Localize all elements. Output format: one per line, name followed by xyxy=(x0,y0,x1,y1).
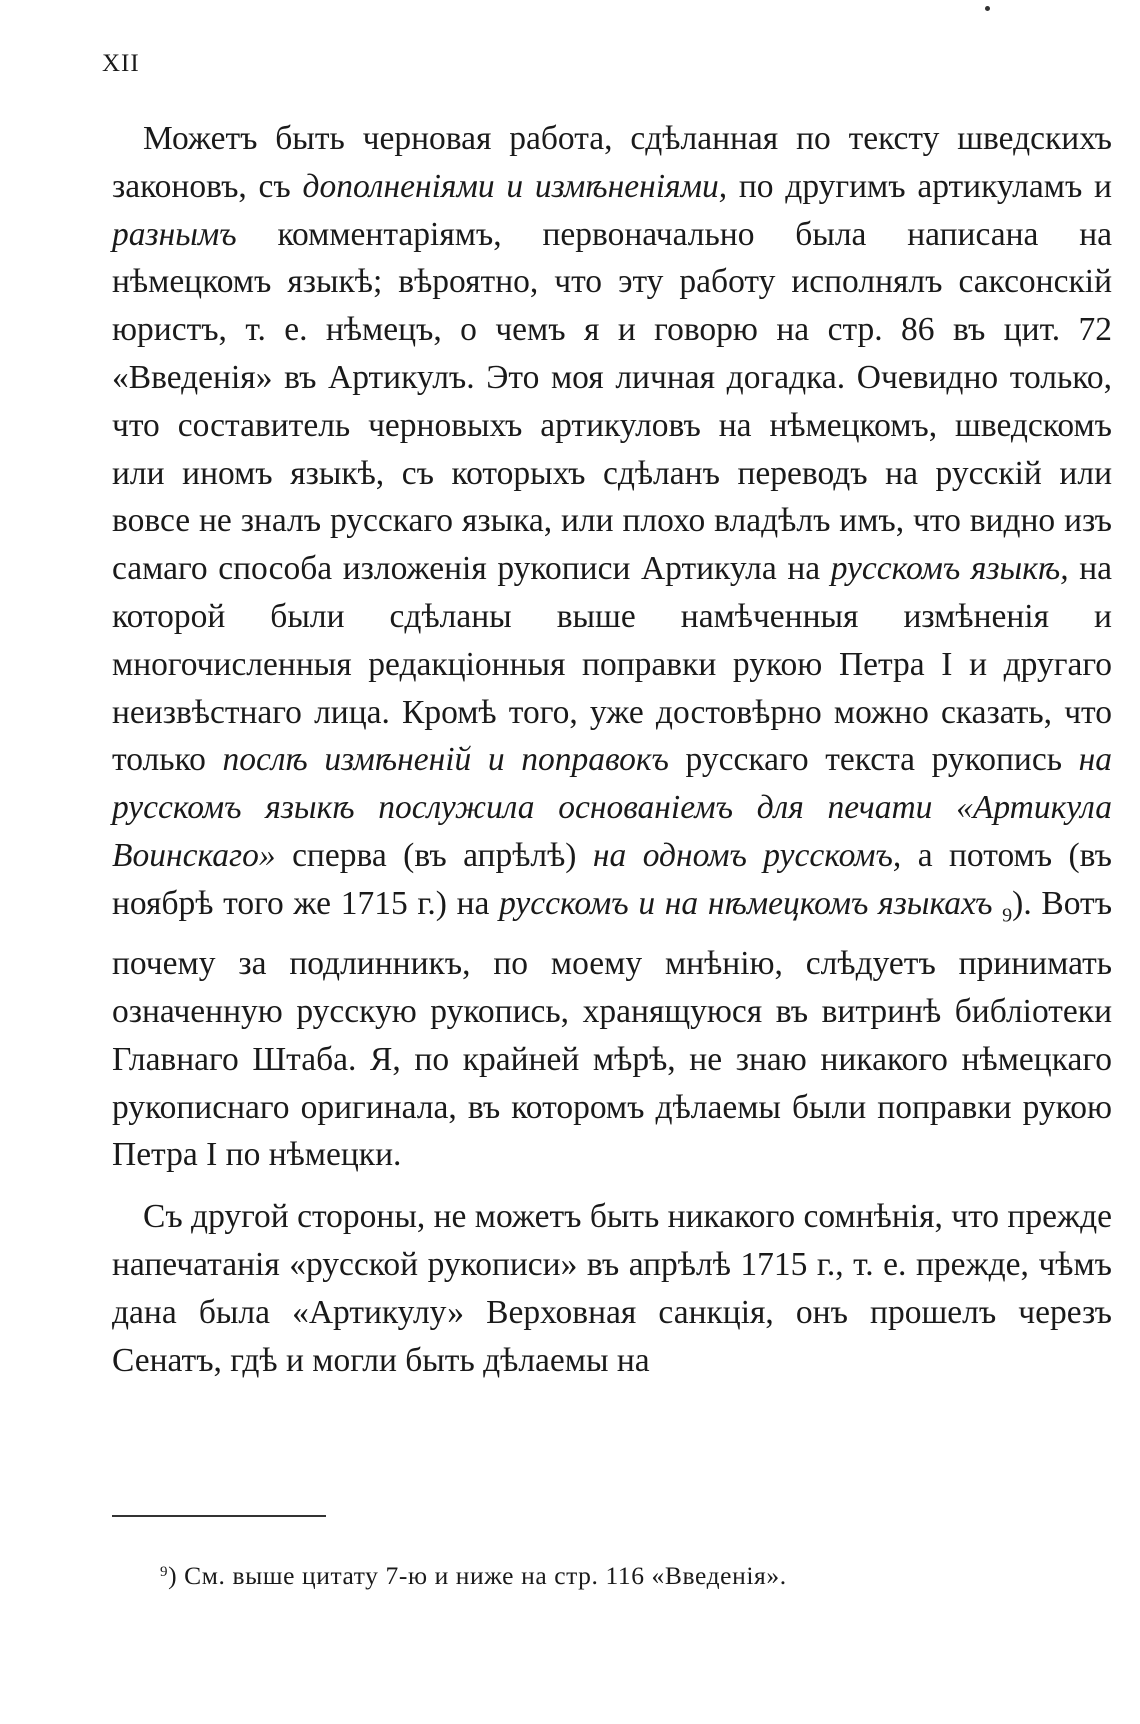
p1-run: комментаріямъ, первоначально была написана на нѣмецкомъ языкѣ; вѣроятно, что эту работу исполнялъ саксонскій юристъ, т. е. нѣмецъ, о чемъ я и говорю на стр. 86 въ цит. 72 «Введенія» въ Артикулъ. Это моя личная догадка. Очевидно только, что составитель черновыхъ артикуловъ на нѣмецкомъ, шведскомъ или иномъ языкѣ, съ которыхъ сдѣланъ переводъ на русскій или вовсе не зналъ русскаго языка, или плохо владѣлъ имъ, что видно изъ самаго способа изложенія рукописи Артикула на xyxy=(112,215,1112,588)
p1-italic-run: на одномъ русскомъ, xyxy=(592,836,902,874)
p1-run: по другимъ xyxy=(727,167,906,205)
footnote-marker: 9 xyxy=(160,1564,169,1580)
p1-italic-run: русскомъ языкѣ, xyxy=(830,550,1069,588)
p1-italic-run: послѣ измѣненій и поправокъ xyxy=(222,741,669,779)
p1-run: ). Вотъ почему за подлинникъ, по моему мнѣнію, слѣдуетъ принимать означенную русскую рукопись, хранящуюся въ витринѣ библіотеки Главнаго Штаба. Я, по крайней мѣрѣ, не знаю никакого нѣмецкаго рукописнаго оригинала, въ которомъ дѣлаемы были поправки рукою Петра I по нѣмецки. xyxy=(112,884,1113,1174)
p1-run: сперва (въ апрѣлѣ) xyxy=(275,836,593,874)
p1-italic-run: дополненіями и измѣненіями, xyxy=(302,167,728,205)
paragraph-1 xyxy=(112,115,1112,1179)
footnote-divider xyxy=(112,1515,326,1517)
p1-italic-run: русскомъ и на нѣмецкомъ языкахъ xyxy=(499,884,993,922)
p1-run: а потомъ (въ ноябрѣ того же 1715 г.) на xyxy=(112,836,1112,922)
body-text xyxy=(112,115,1112,1384)
paragraph-2: Съ другой стороны, не можетъ быть никакого сомнѣнія, что прежде напечатанія «русской рукописи» въ апрѣлѣ 1715 г., т. е. прежде, чѣмъ дана была «Артикулу» Верховная санкція, онъ прошелъ черезъ Сенатъ, гдѣ и могли быть дѣлаемы на xyxy=(112,1198,1112,1379)
footnote-reference: 9 xyxy=(1002,904,1013,927)
p1-run: на которой были сдѣланы выше намѣченныя измѣненія и многочисленныя редакціонныя поправки рукою Петра I и другаго неизвѣстнаго лица. Кромѣ того, уже достовѣрно можно сказать, что только xyxy=(112,550,1112,779)
p1-run: русскаго текста рукопись xyxy=(668,741,1079,779)
corner-speck xyxy=(985,6,990,11)
p1-italic-run: на русскомъ языкѣ послужила основаніемъ для печати «Артикула Воинскаго» xyxy=(112,741,1112,874)
p1-run: артикуламъ и xyxy=(905,167,1112,205)
footnote-text: ) См. выше цитату 7-ю и ниже на стр. 116 «Введенія». xyxy=(168,1561,787,1590)
footnote xyxy=(160,1555,787,1593)
page-number: XII xyxy=(102,50,140,77)
p1-run xyxy=(992,885,1002,922)
p1-run: Можетъ быть черновая работа, сдѣланная по тексту шведскихъ законовъ, съ xyxy=(112,120,1112,205)
p1-italic-run: разнымъ xyxy=(112,215,237,253)
